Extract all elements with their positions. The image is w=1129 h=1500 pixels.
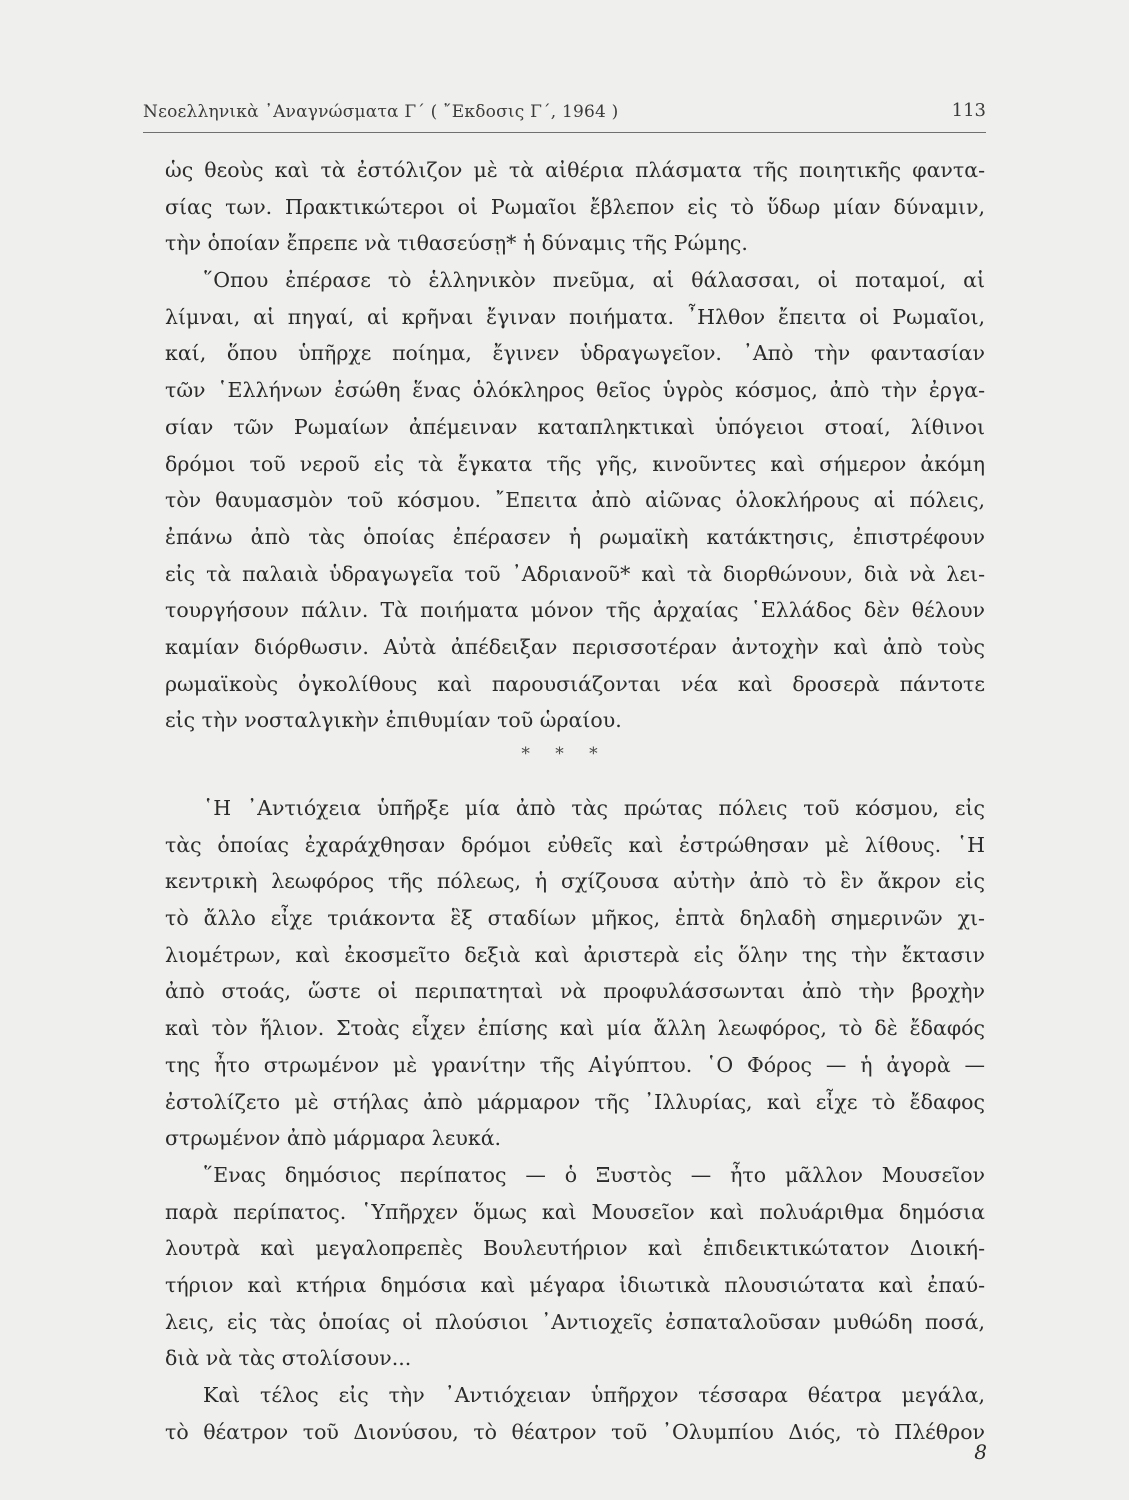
text-line: ἐπάνω ἀπὸ τὰς ὁποίας ἐπέρασεν ἡ ρωμαϊκὴ κατάκτησις, ἐπιστρέφουν <box>165 524 985 549</box>
text-line: δρόμοι τοῦ νεροῦ εἰς τὰ ἔγκατα τῆς γῆς, κινοῦντες καὶ σήμερον ἀκόμη <box>165 451 985 476</box>
text-line: καμίαν διόρθωσιν. Αὐτὰ ἀπέδειξαν περισσοτέραν ἀντοχὴν καὶ ἀπὸ τοὺς <box>165 634 985 659</box>
text-line: λουτρὰ καὶ μεγαλοπρεπὲς Βουλευτήριον καὶ ἐπιδεικτικώτατον Διοική- <box>165 1236 985 1261</box>
text-line: ἀπὸ στοάς, ὥστε οἱ περιπατηταὶ νὰ προφυλάσσωνται ἀπὸ τὴν βροχὴν <box>165 979 985 1004</box>
text-line: τὴν ὁποίαν ἔπρεπε νὰ τιθασεύσῃ* ἡ δύναμις τῆς Ρώμης. <box>165 231 748 256</box>
text-line: ῾Η ᾿Αντιόχεια ὑπῆρξε μία ἀπὸ τὰς πρώτας πόλεις τοῦ κόσμου, εἰς <box>203 796 985 820</box>
text-line: διὰ νὰ τὰς στολίσουν... <box>165 1346 412 1371</box>
text-line: εἰς τὴν νοσταλγικὴν ἐπιθυμίαν τοῦ ὡραίου. <box>165 708 622 733</box>
signature-mark: 8 <box>974 1440 987 1464</box>
text-block-aqueducts <box>165 152 985 739</box>
text-line: ὡς θεοὺς καὶ τὰ ἐστόλιζον μὲ τὰ αἰθέρια πλάσματα τῆς ποιητικῆς φαντα- <box>165 158 985 182</box>
text-line: ῞Οπου ἐπέρασε τὸ ἑλληνικὸν πνεῦμα, αἱ θάλασσαι, οἱ ποταμοί, αἱ <box>203 268 985 293</box>
text-line: τουργήσουν πάλιν. Τὰ ποιήματα μόνον τῆς ἀρχαίας ῾Ελλάδος δὲν θέλουν <box>165 598 985 623</box>
text-line: Καὶ τέλος εἰς τὴν ᾿Αντιόχειαν ὑπῆρχον τέσσαρα θέατρα μεγάλα, <box>203 1383 985 1407</box>
text-line: λεις, εἰς τὰς ὁποίας οἱ πλούσιοι ᾿Αντιοχεῖς ἐσπαταλοῦσαν μυθώδη ποσά, <box>165 1309 985 1334</box>
text-line: ἐστολίζετο μὲ στήλας ἀπὸ μάρμαρον τῆς ᾿Ιλλυρίας, καὶ εἶχε τὸ ἔδαφος <box>165 1089 985 1114</box>
text-block-antioch <box>165 790 985 1450</box>
page-number: 113 <box>951 100 986 121</box>
text-line: κεντρικὴ λεωφόρος τῆς πόλεως, ἡ σχίζουσα αὐτὴν ἀπὸ τὸ ἓν ἄκρον εἰς <box>165 869 985 894</box>
text-line: τήριον καὶ κτήρια δημόσια καὶ μέγαρα ἰδιωτικὰ πλουσιώτατα καὶ ἐπαύ- <box>165 1272 985 1297</box>
text-line: τὸ ἄλλο εἶχε τριάκοντα ἓξ σταδίων μῆκος, ἑπτὰ δηλαδὴ σημερινῶν χι- <box>165 906 985 931</box>
text-line: ρωμαϊκοὺς ὀγκολίθους καὶ παρουσιάζονται νέα καὶ δροσερὰ πάντοτε <box>165 671 985 696</box>
header-title: Νεοελληνικὰ ᾿Αναγνώσματα Γ΄ ( ῎Εκδοσις Γ΄, 1964 ) <box>143 102 619 122</box>
text-line: λιομέτρων, καὶ ἐκοσμεῖτο δεξιὰ καὶ ἀριστερὰ εἰς ὅλην της τὴν ἔκτασιν <box>165 942 985 967</box>
text-line: τῶν ῾Ελλήνων ἐσώθη ἕνας ὁλόκληρος θεῖος ὑγρὸς κόσμος, ἀπὸ τὴν ἐργα- <box>165 378 985 403</box>
text-line: τὰς ὁποίας ἐχαράχθησαν δρόμοι εὐθεῖς καὶ ἐστρώθησαν μὲ λίθους. ῾Η <box>165 832 985 857</box>
text-line: σίαν τῶν Ρωμαίων ἀπέμειναν καταπληκτικαὶ ὑπόγειοι στοαί, λίθινοι <box>165 414 985 439</box>
text-line: της ἦτο στρωμένον μὲ γρανίτην τῆς Αἰγύπτου. ῾Ο Φόρος — ἡ ἀγορὰ — <box>165 1052 985 1077</box>
text-line: καί, ὅπου ὑπῆρχε ποίημα, ἔγινεν ὑδραγωγεῖον. ᾿Απὸ τὴν φαντασίαν <box>165 341 985 366</box>
text-line: καὶ τὸν ἥλιον. Στοὰς εἶχεν ἐπίσης καὶ μία ἄλλη λεωφόρος, τὸ δὲ ἔδαφός <box>165 1016 985 1041</box>
text-line: λίμναι, αἱ πηγαί, αἱ κρῆναι ἔγιναν ποιήματα. ῏Ηλθον ἔπειτα οἱ Ρωμαῖοι, <box>165 304 985 329</box>
text-line: παρὰ περίπατος. ῾Υπῆρχεν ὅμως καὶ Μουσεῖον καὶ πολυάριθμα δημόσια <box>165 1199 985 1224</box>
text-line: σίας των. Πρακτικώτεροι οἱ Ρωμαῖοι ἔβλεπον εἰς τὸ ὕδωρ μίαν δύναμιν, <box>165 194 985 219</box>
text-line: ῞Ενας δημόσιος περίπατος — ὁ Ξυστὸς — ἦτο μᾶλλον Μουσεῖον <box>203 1162 985 1187</box>
section-divider: * * * <box>521 744 608 764</box>
running-header <box>143 96 986 133</box>
text-line: τὸ θέατρον τοῦ Διονύσου, τὸ θέατρον τοῦ ᾿Ολυμπίου Διός, τὸ Πλέθρον <box>165 1419 985 1444</box>
text-line: στρωμένον ἀπὸ μάρμαρα λευκά. <box>165 1126 502 1151</box>
text-line: εἰς τὰ παλαιὰ ὑδραγωγεῖα τοῦ ᾿Αδριανοῦ* καὶ τὰ διορθώνουν, διὰ νὰ λει- <box>165 561 985 586</box>
text-line: τὸν θαυμασμὸν τοῦ κόσμου. ῎Επειτα ἀπὸ αἰῶνας ὁλοκλήρους αἱ πόλεις, <box>165 488 985 513</box>
